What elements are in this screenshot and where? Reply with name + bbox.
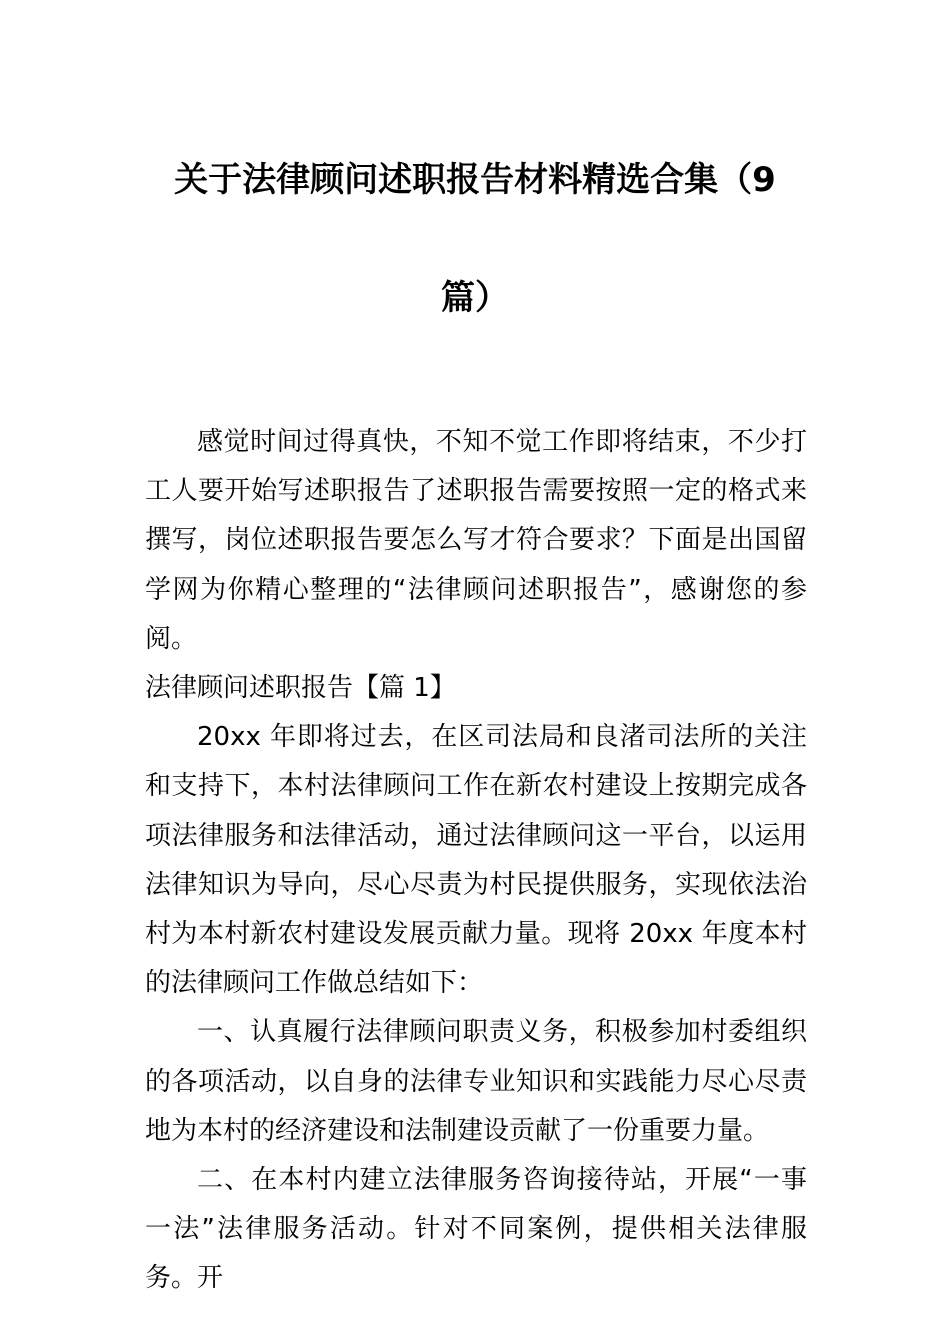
paragraph-point-1: 一、认真履行法律顾问职责义务，积极参加村委组织的各项活动，以自身的法律专业知识和实践能力尽心尽责地为本村的经济建设和法制建设贡献了一份重要力量。 xyxy=(145,1017,807,1146)
document-title-line-1: 关于法律顾问述职报告材料精选合集（9 xyxy=(174,160,776,200)
paragraph-intro: 感觉时间过得真快，不知不觉工作即将结束，不少打工人要开始写述职报告了述职报告需要按照一定的格式来撰写，岗位述职报告要怎么写才符合要求？下面是出国留学网为你精心整理的“法律顾问述职报告”，感谢您的参阅。 xyxy=(145,427,807,654)
document-body xyxy=(145,418,807,1304)
paragraph-summary: 20xx 年即将过去，在区司法局和良渚司法所的关注和支持下，本村法律顾问工作在新农村建设上按期完成各项法律服务和法律活动，通过法律顾问这一平台，以运用法律知识为导向，尽心尽责为村民提供服务，实现依法治村为本村新农村建设发展贡献力量。现将 20xx 年度本村的法律顾问工作做总结如下： xyxy=(145,722,807,999)
section-heading: 法律顾问述职报告【篇 1】 xyxy=(145,673,456,704)
paragraph-point-2: 二、在本村内建立法律服务咨询接待站，开展“一事一法”法律服务活动。针对不同案例，提供相关法律服务。开 xyxy=(145,1165,807,1294)
document-title-line-2: 篇） xyxy=(441,278,509,318)
